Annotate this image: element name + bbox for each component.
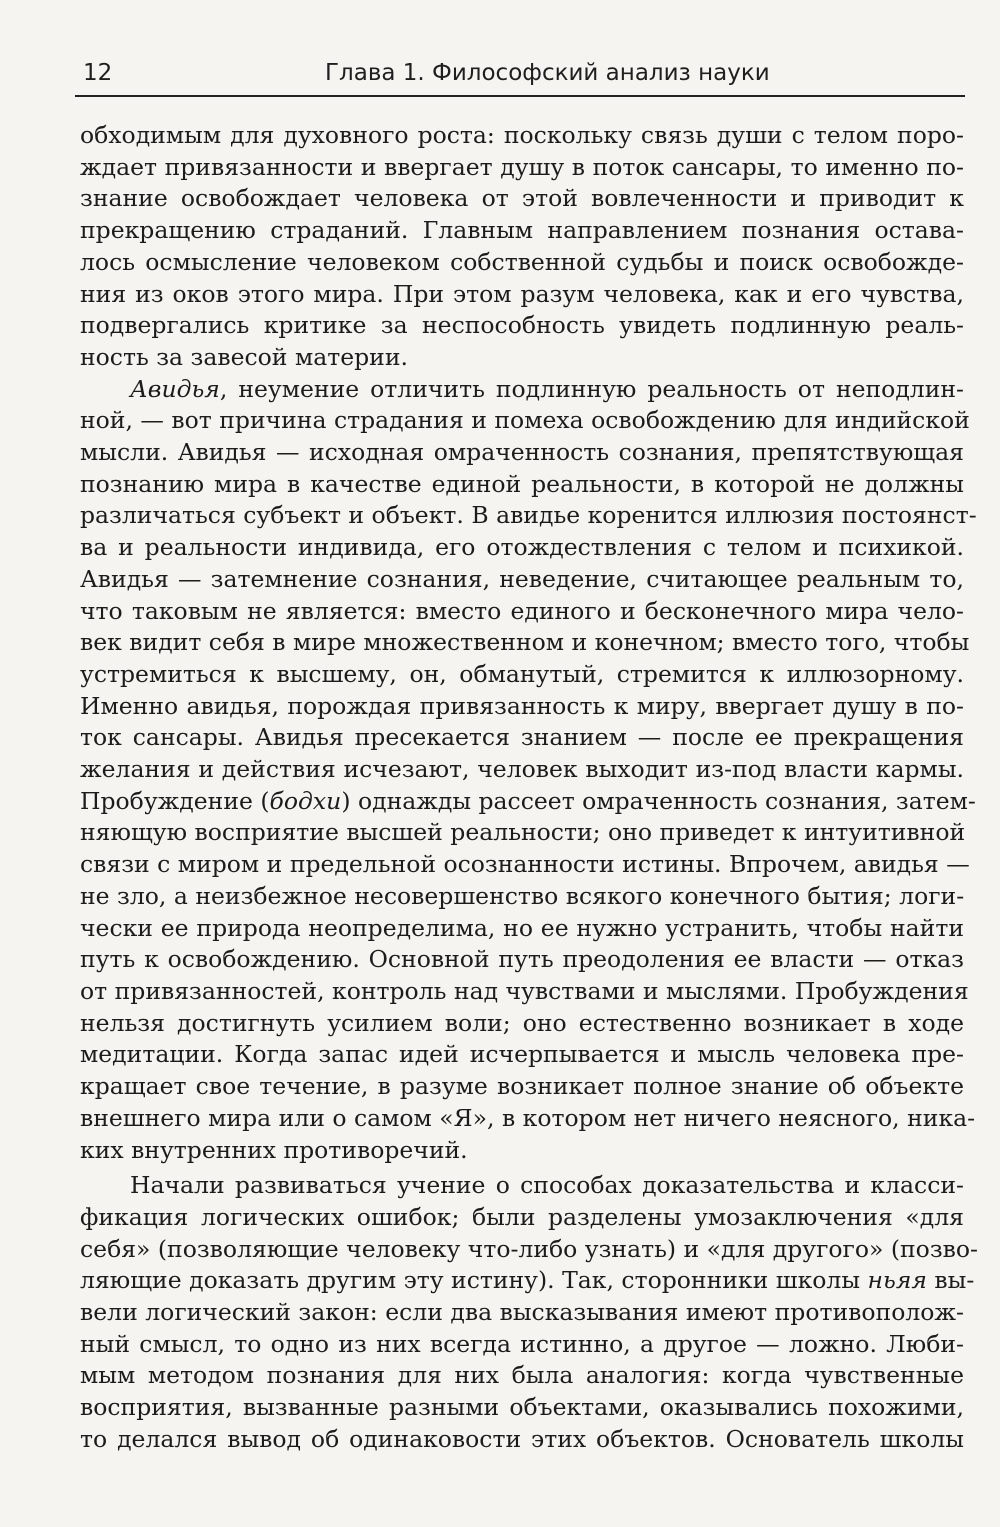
text-line: [80, 374, 964, 406]
paragraph-2: [80, 374, 977, 1167]
text-line: ность за завесой материи.: [80, 342, 408, 371]
text-fragment: ляющие доказать другим эту истину). Так, сторонники школы: [80, 1266, 861, 1295]
text-line: от привязанностей, контроль над чувствами и мыслями. Пробуждения: [80, 976, 969, 1005]
text-line: устремиться к высшему, он, обманутый, стремится к иллюзорному.: [80, 659, 964, 688]
text-line: то делался вывод об одинаковости этих объектов. Основатель школы: [80, 1424, 964, 1453]
text-line: различаться субъект и объект. В авидье коренится иллюзия постоянст-: [80, 501, 977, 530]
text-line: [80, 786, 976, 818]
text-line: связи с миром и предельной осознанности истины. Впрочем, авидья —: [80, 850, 970, 879]
page-number: 12: [83, 60, 113, 86]
text-line: Именно авидья, порождая привязанность к миру, ввергает душу в по-: [80, 691, 964, 720]
text-line: внешнего мира или о самом «Я», в котором нет ничего неясного, ника-: [80, 1103, 976, 1132]
page-header: [75, 50, 965, 92]
text-line: ния из оков этого мира. При этом разум человека, как и его чувства,: [80, 279, 964, 308]
text-fragment: ) однажды рассеет омраченность сознания, затем-: [341, 786, 976, 815]
term-avidya: Авидья: [130, 374, 220, 403]
text-line: век видит себя в мире множественном и конечном; вместо того, чтобы: [80, 628, 970, 657]
text-line: ких внутренних противоречий.: [80, 1135, 468, 1164]
text-line: фикация логических ошибок; были разделены умозаключения «для: [80, 1202, 964, 1231]
text-line: прекращению страданий. Главным направлением познания остава-: [80, 216, 964, 245]
text-line: няющую восприятие высшей реальности; оно приведет к интуитивной: [80, 818, 966, 847]
text-line: что таковым не является: вместо единого и бесконечного мира чело-: [80, 596, 964, 625]
text-line: путь к освобождению. Основной путь преодоления ее власти — отказ: [80, 945, 964, 974]
text-line: Авидья — затемнение сознания, неведение, считающее реальным то,: [80, 564, 964, 593]
text-line: познанию мира в качестве единой реальности, в которой не должны: [80, 469, 964, 498]
text-line: Начали развиваться учение о способах доказательства и класси-: [130, 1171, 964, 1200]
text-line: мым методом познания для них была аналогия: когда чувственные: [80, 1361, 964, 1390]
text-line: чески ее природа неопределима, но ее нужно устранить, чтобы найти: [80, 913, 964, 942]
text-line: ной, — вот причина страдания и помеха освобождению для индийской: [80, 406, 970, 435]
text-line: ный смысл, то одно из них всегда истинно, а другое — ложно. Люби-: [80, 1329, 964, 1358]
text-line: восприятия, вызванные разными объектами, оказывались похожими,: [80, 1393, 964, 1422]
text-line: вели логический закон: если два высказывания имеют противополож-: [80, 1298, 964, 1327]
page-body: [80, 120, 978, 1456]
text-line: знание освобождает человека от этой вовлеченности и приводит к: [80, 184, 964, 213]
text-line: не зло, а неизбежное несовершенство всякого конечного бытия; логи-: [80, 881, 965, 910]
running-title: Глава 1. Философский анализ науки: [325, 60, 770, 86]
text-line: желания и действия исчезают, человек выходит из-под власти кармы.: [80, 755, 964, 784]
term-bodhi: бодхи: [269, 786, 342, 815]
text-line: подвергались критике за неспособность увидеть подлинную реаль-: [80, 311, 964, 340]
text-line: кращает свое течение, в разуме возникает полное знание об объекте: [80, 1072, 964, 1101]
text-fragment: Пробуждение (: [80, 786, 270, 815]
header-rule: [75, 95, 965, 97]
text-line: ждает привязанности и ввергает душу в поток сансары, то именно по-: [80, 152, 964, 181]
text-line: нельзя достигнуть усилием воли; оно естественно возникает в ходе: [80, 1008, 964, 1037]
text-line: лось осмысление человеком собственной судьбы и поиск освобожде-: [80, 247, 964, 276]
text-fragment: вы-: [926, 1266, 975, 1295]
text-line: ток сансары. Авидья пресекается знанием — после ее прекращения: [80, 723, 964, 752]
term-nyaya: ньяя: [867, 1266, 927, 1295]
text-line: обходимым для духовного роста: поскольку связь души с телом поро-: [80, 121, 964, 149]
paragraph-1: [80, 120, 964, 374]
text-line: себя» (позволяющие человеку что-либо узнать) и «для другого» (позво-: [80, 1234, 978, 1263]
text-line: медитации. Когда запас идей исчерпывается и мысль человека пре-: [80, 1040, 964, 1069]
text-line: мысли. Авидья — исходная омраченность сознания, препятствующая: [80, 438, 964, 467]
text-fragment: , неумение отличить подлинную реальность от неподлин-: [219, 374, 964, 403]
paragraph-3: [80, 1170, 978, 1455]
text-line: [80, 1265, 975, 1297]
text-line: ва и реальности индивида, его отождествления с телом и психикой.: [80, 533, 964, 562]
